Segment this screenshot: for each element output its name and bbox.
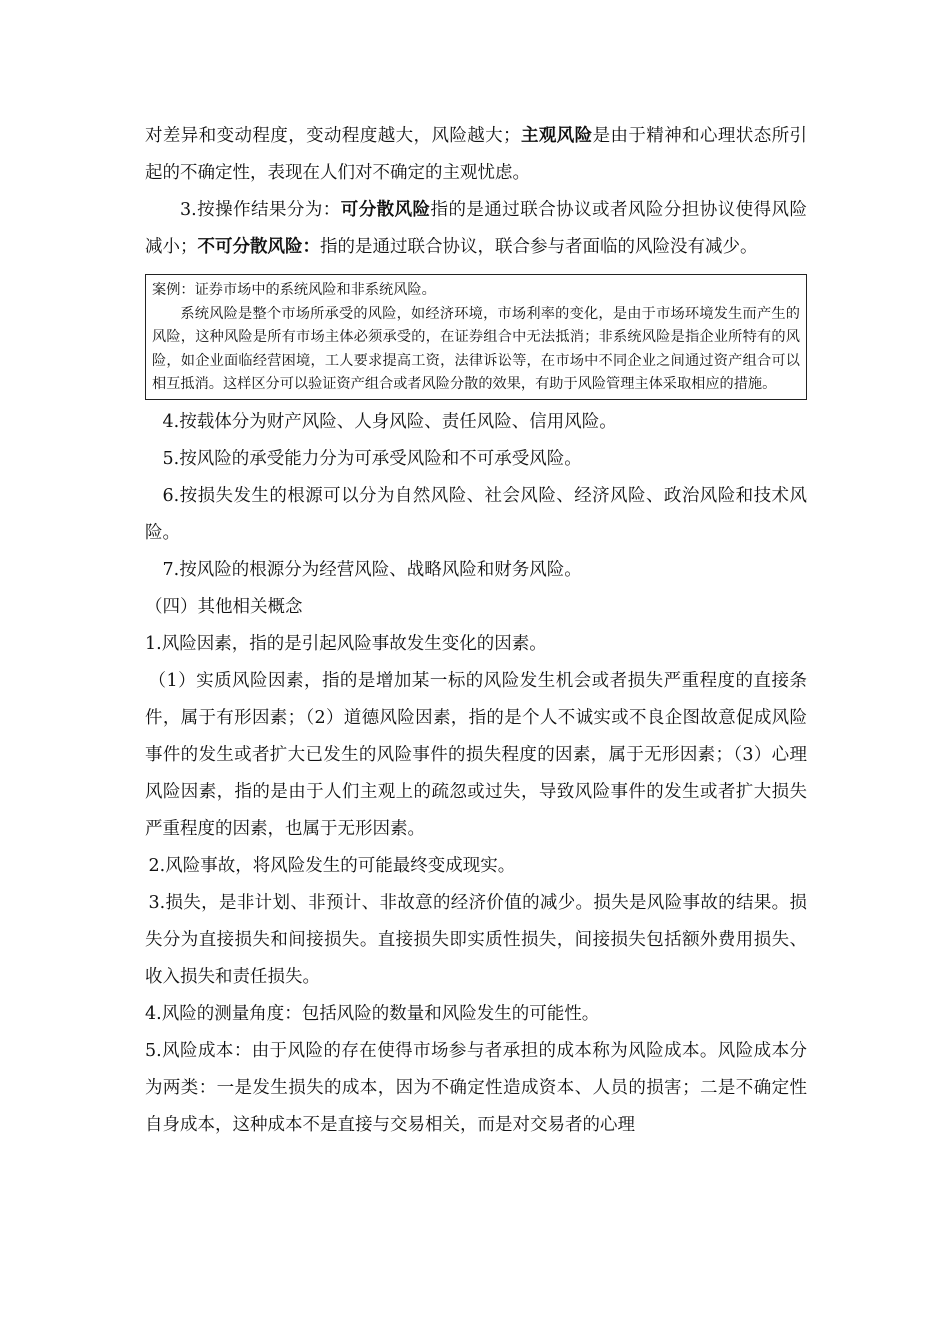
- paragraph-item-5: 5.按风险的承受能力分为可承受风险和不可承受风险。: [162, 448, 582, 469]
- term-diversifiable-risk: 可分散风险: [340, 200, 431, 220]
- section-heading: （四）其他相关概念: [145, 596, 303, 617]
- concept-1-detail: （1）实质风险因素，指的是增加某一标的风险发生机会或者损失严重程度的直接条件，属于有形因素；（2）道德风险因素，指的是个人不诚实或不良企图故意促成风险事件的发生或者扩大已发生的风险事件的损失程度的因素，属于无形因素；（3）心理风险因素，指的是由于人们主观上的疏忽或过失，导致风险事件的发生或者扩大损失严重程度的因素，也属于无形因素。: [145, 670, 807, 839]
- text-segment: 对差异和变动程度，变动程度越大，风险越大；: [145, 126, 521, 146]
- paragraph-item-4: 4.按载体分为财产风险、人身风险、责任风险、信用风险。: [162, 411, 617, 432]
- text-segment: 3.按操作结果分为：: [180, 200, 341, 220]
- document-page: [145, 118, 807, 1144]
- concept-1: 1.风险因素，指的是引起风险事故发生变化的因素。: [145, 633, 547, 654]
- text-segment: 指的是通过联合协议，联合参与者面临的风险没有减少。: [320, 237, 758, 257]
- case-body: 系统风险是整个市场所承受的风险，如经济环境，市场利率的变化，是由于市场环境发生而产生的风险，这种风险是所有市场主体必须承受的，在证券组合中无法抵消；非系统风险是指企业所特有的风险，如企业面临经营困境，工人要求提高工资，法律诉讼等，在市场中不同企业之间通过资产组合可以相互抵消。这样区分可以验证资产组合或者风险分散的效果，有助于风险管理主体采取相应的措施。: [152, 305, 800, 393]
- concept-3: 3.损失，是非计划、非预计、非故意的经济价值的减少。损失是风险事故的结果。损失分为直接损失和间接损失。直接损失即实质性损失，间接损失包括额外费用损失、收入损失和责任损失。: [145, 892, 807, 987]
- paragraph-subjective-risk: [145, 118, 807, 192]
- concept-4: 4.风险的测量角度：包括风险的数量和风险发生的可能性。: [145, 1003, 600, 1024]
- term-subjective-risk: 主观风险: [520, 126, 593, 146]
- concept-5: 5.风险成本：由于风险的存在使得市场参与者承担的成本称为风险成本。风险成本分为两类：一是发生损失的成本，因为不确定性造成资本、人员的损害；二是不确定性自身成本，这种成本不是直接与交易相关，而是对交易者的心理: [145, 1040, 807, 1135]
- text-segment: 指的是通过联合协议或者风险分担协议使得风险减小；: [145, 200, 807, 257]
- case-title: 案例：证券市场中的系统风险和非系统风险。: [152, 282, 436, 298]
- term-non-diversifiable-risk: 不可分散风险：: [197, 237, 320, 257]
- case-box: [145, 274, 807, 400]
- paragraph-item-6: 6.按损失发生的根源可以分为自然风险、社会风险、经济风险、政治风险和技术风险。: [145, 485, 807, 543]
- text-segment: 是由于精神和心理状态所引起的不确定性，表现在人们对不确定的主观忧虑。: [145, 126, 808, 183]
- paragraph-item-7: 7.按风险的根源分为经营风险、战略风险和财务风险。: [162, 559, 582, 580]
- concept-2: 2.风险事故，将风险发生的可能最终变成现实。: [148, 855, 516, 876]
- paragraph-operation-result: [145, 192, 807, 266]
